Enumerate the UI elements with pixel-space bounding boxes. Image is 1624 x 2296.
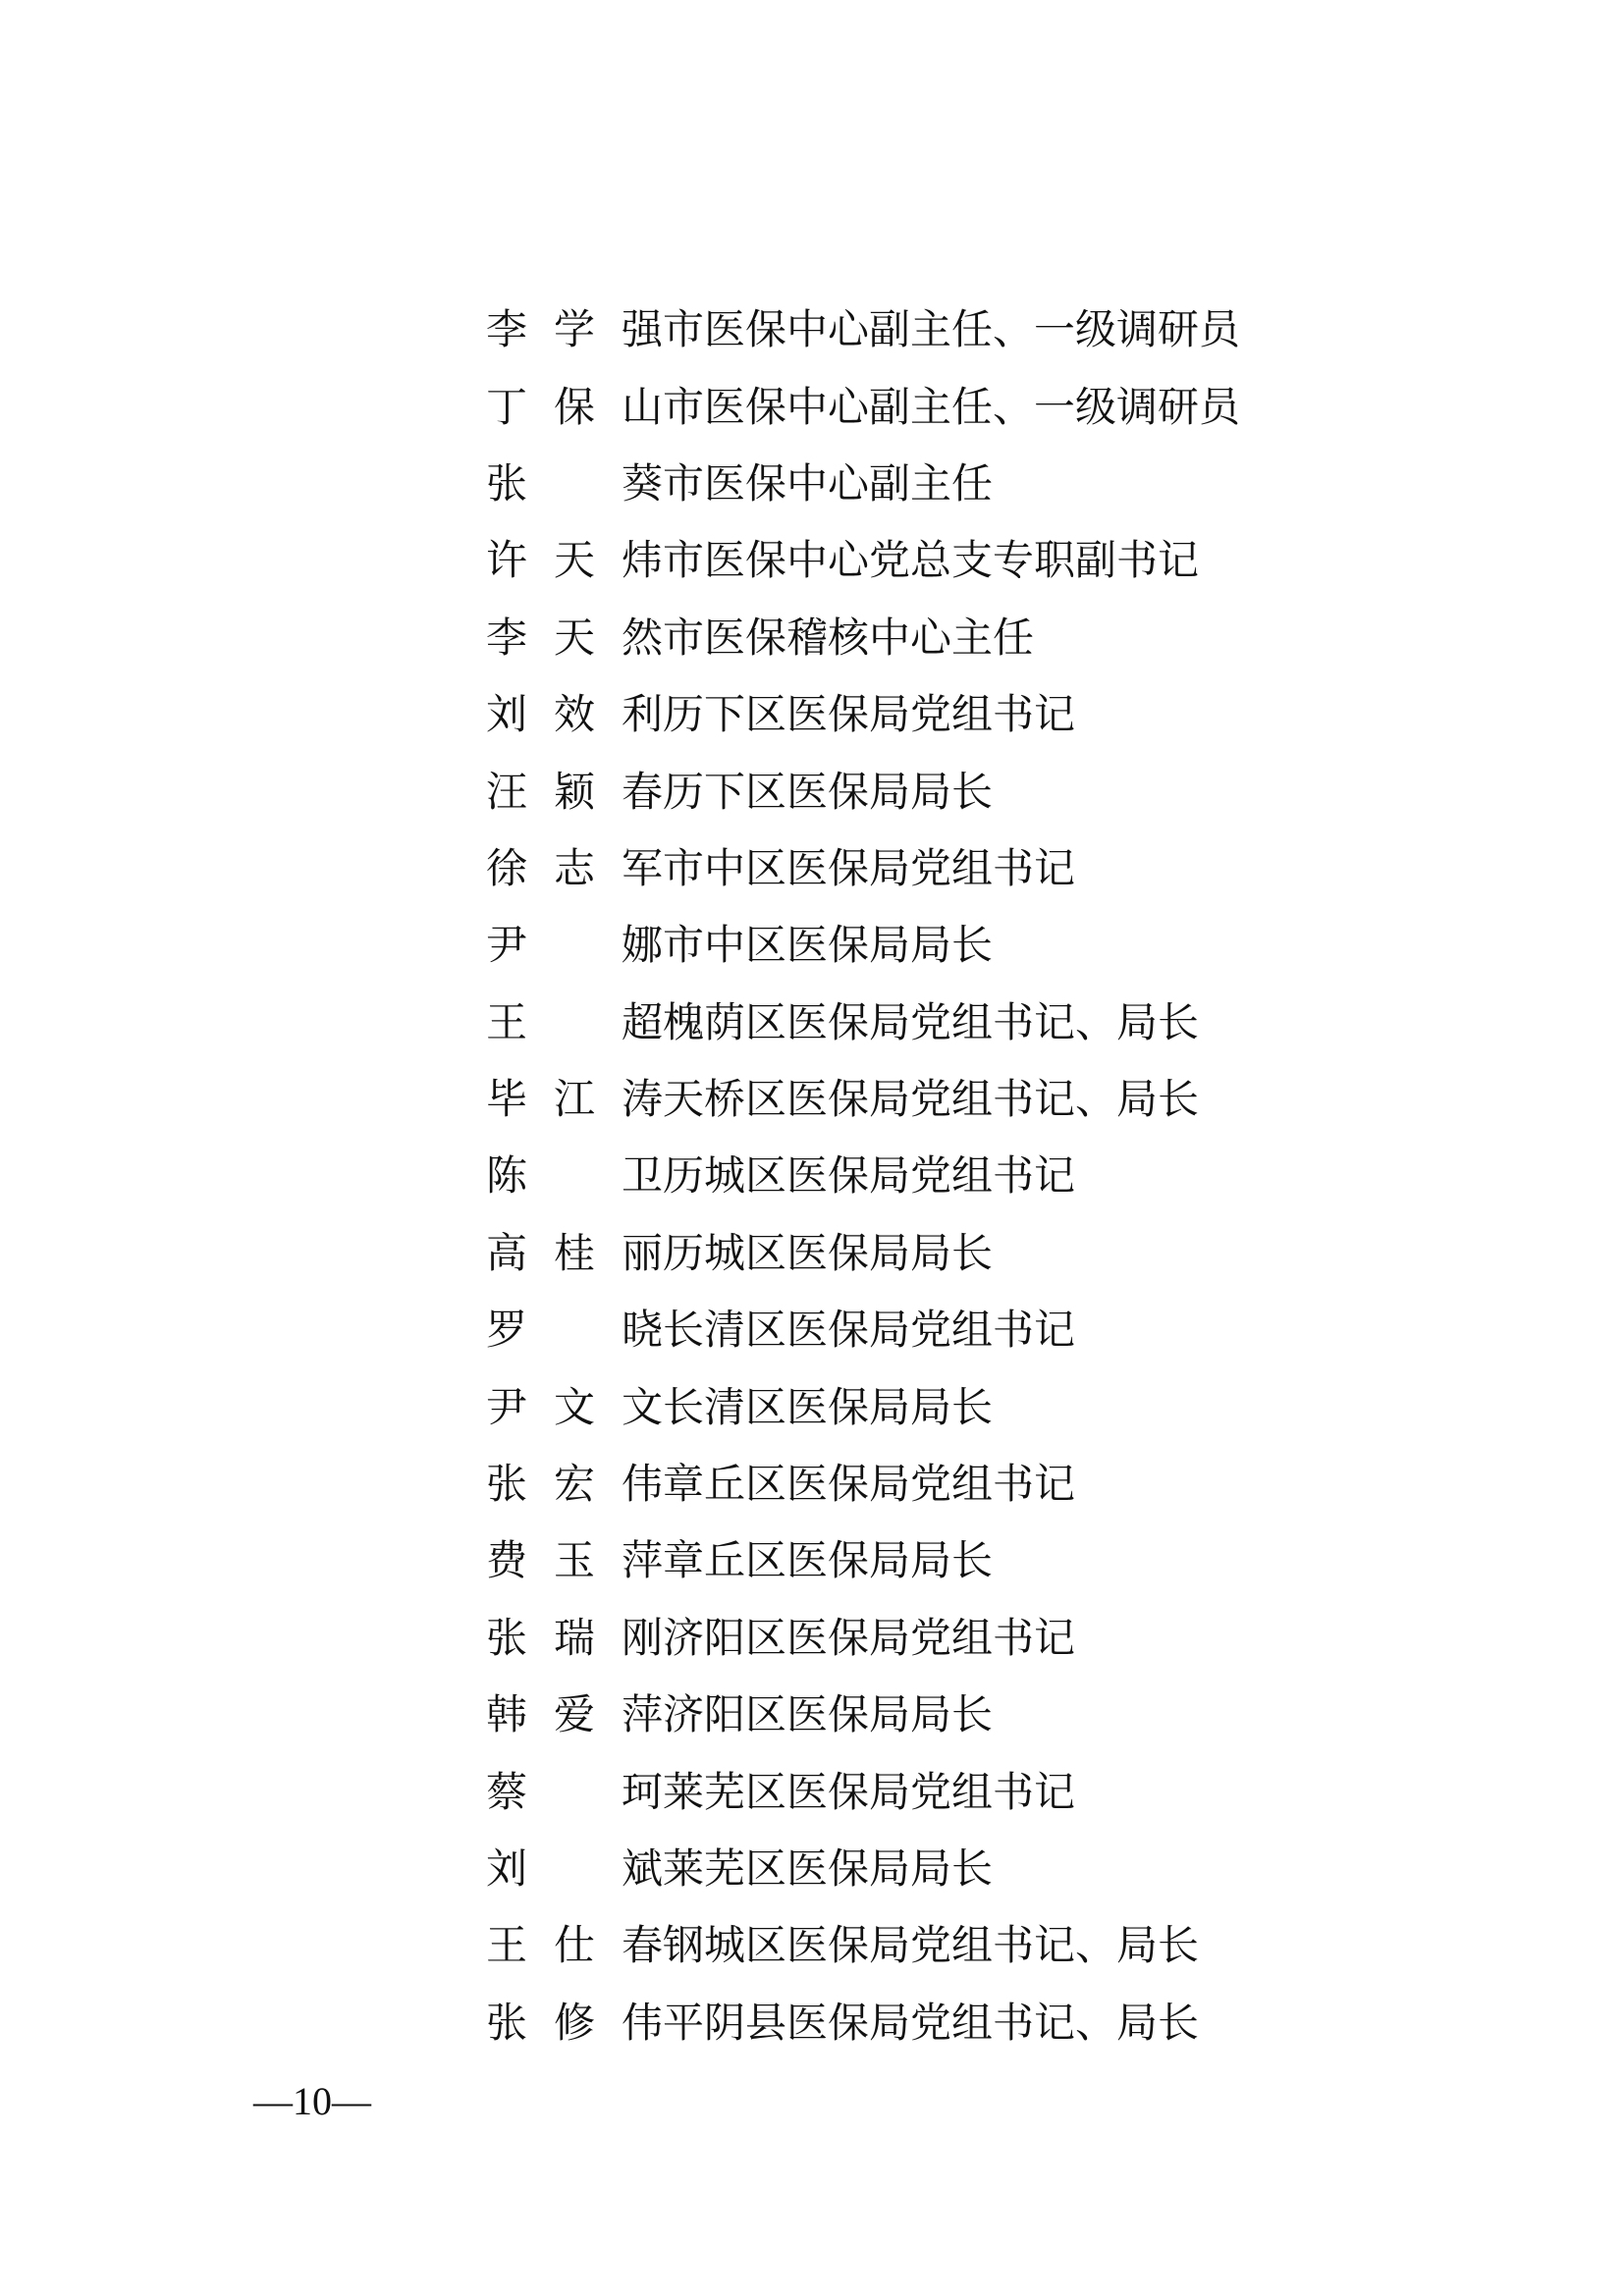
list-item <box>486 600 1240 676</box>
person-title: 市医保中心副主任、一级调研员 <box>663 382 1241 431</box>
list-item <box>486 1446 1240 1522</box>
person-title: 钢城区医保局党组书记、局长 <box>663 1921 1200 1970</box>
person-title: 市中区医保局局长 <box>663 921 994 970</box>
list-item <box>486 1061 1240 1138</box>
person-name: 汪颖春 <box>486 767 663 816</box>
person-name: 罗 晓 <box>486 1306 663 1355</box>
person-title: 长清区医保局党组书记 <box>663 1306 1076 1355</box>
person-name: 丁保山 <box>486 382 663 431</box>
person-name: 许天炜 <box>486 536 663 585</box>
list-item <box>486 753 1240 829</box>
person-name: 陈 卫 <box>486 1151 663 1201</box>
person-name: 毕江涛 <box>486 1075 663 1124</box>
list-item <box>486 1522 1240 1599</box>
person-title: 历下区医保局党组书记 <box>663 690 1076 739</box>
person-title: 市中区医保局党组书记 <box>663 843 1076 892</box>
person-name: 刘 斌 <box>486 1844 663 1893</box>
list-item <box>486 676 1240 753</box>
person-title: 济阳区医保局局长 <box>663 1690 994 1739</box>
person-title: 平阴县医保局党组书记、局长 <box>663 1998 1200 2047</box>
person-title: 市医保稽核中心主任 <box>663 613 1035 662</box>
list-item <box>486 1831 1240 1907</box>
person-name: 韩爱萍 <box>486 1690 663 1739</box>
list-item <box>486 1368 1240 1445</box>
person-name: 王仕春 <box>486 1921 663 1970</box>
list-item <box>486 446 1240 522</box>
list-item <box>486 1138 1240 1214</box>
person-title: 长清区医保局局长 <box>663 1382 994 1431</box>
person-name: 费玉萍 <box>486 1536 663 1585</box>
person-name: 张 葵 <box>486 458 663 507</box>
personnel-list <box>486 292 1240 2061</box>
person-title: 市医保中心党总支专职副书记 <box>663 536 1200 585</box>
person-name: 刘效利 <box>486 690 663 739</box>
person-title: 历城区医保局党组书记 <box>663 1151 1076 1201</box>
list-item <box>486 368 1240 445</box>
person-title: 莱芜区医保局党组书记 <box>663 1767 1076 1816</box>
person-name: 尹 娜 <box>486 921 663 970</box>
person-name: 王 超 <box>486 997 663 1046</box>
person-name: 徐志军 <box>486 843 663 892</box>
person-title: 历下区医保局局长 <box>663 767 994 816</box>
list-item <box>486 1215 1240 1292</box>
list-item <box>486 830 1240 907</box>
list-item <box>486 1292 1240 1368</box>
person-name: 高桂丽 <box>486 1228 663 1277</box>
person-name: 蔡 珂 <box>486 1767 663 1816</box>
person-name: 李学强 <box>486 305 663 354</box>
list-item <box>486 522 1240 599</box>
person-name: 张修伟 <box>486 1998 663 2047</box>
list-item <box>486 292 1240 368</box>
list-item <box>486 1753 1240 1830</box>
person-name: 张瑞刚 <box>486 1613 663 1662</box>
person-title: 章丘区医保局局长 <box>663 1536 994 1585</box>
person-name: 李天然 <box>486 613 663 662</box>
person-title: 章丘区医保局党组书记 <box>663 1460 1076 1509</box>
person-title: 天桥区医保局党组书记、局长 <box>663 1075 1200 1124</box>
person-title: 槐荫区医保局党组书记、局长 <box>663 997 1200 1046</box>
person-title: 市医保中心副主任 <box>663 458 994 507</box>
list-item <box>486 1677 1240 1753</box>
person-title: 历城区医保局局长 <box>663 1228 994 1277</box>
list-item <box>486 907 1240 984</box>
person-name: 尹文文 <box>486 1382 663 1431</box>
list-item <box>486 1985 1240 2061</box>
list-item <box>486 985 1240 1061</box>
list-item <box>486 1907 1240 1984</box>
person-name: 张宏伟 <box>486 1460 663 1509</box>
person-title: 市医保中心副主任、一级调研员 <box>663 305 1241 354</box>
person-title: 济阳区医保局党组书记 <box>663 1613 1076 1662</box>
list-item <box>486 1600 1240 1677</box>
person-title: 莱芜区医保局局长 <box>663 1844 994 1893</box>
page-number: —10— <box>253 2079 371 2123</box>
